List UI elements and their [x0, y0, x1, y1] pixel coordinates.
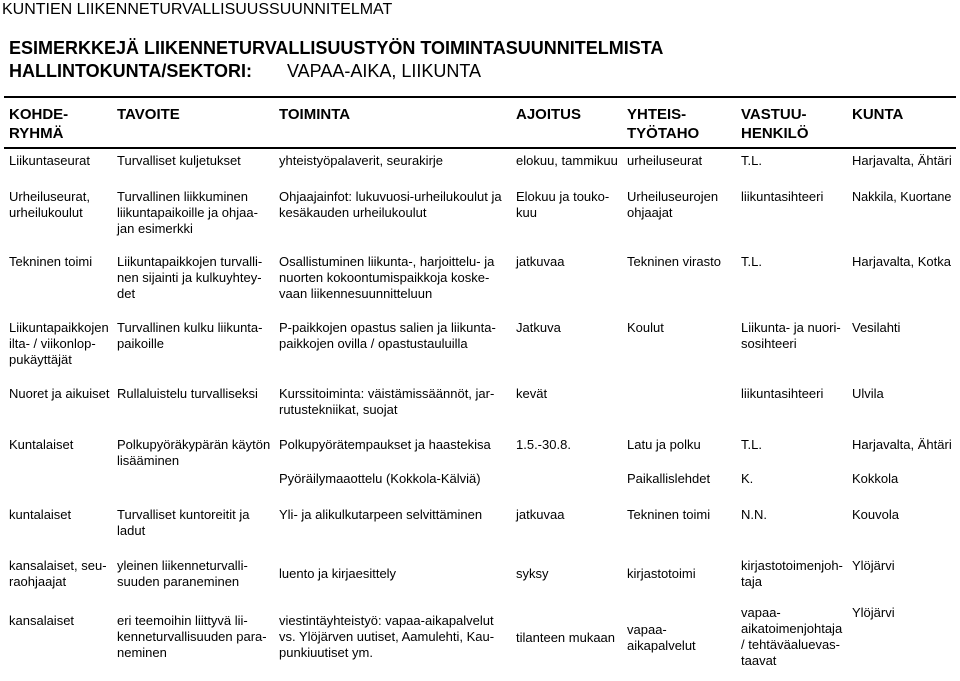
cell-kunta: Kouvola [852, 507, 899, 522]
cell-kohderyhma: Liikuntapaikkojen ilta- / viikonlop- pukäyttäjät [9, 320, 109, 367]
cell-ajoitus: Jatkuva [516, 320, 561, 335]
header-bottom-rule [4, 147, 956, 149]
cell-vastuuhenkilo: vapaa- aikatoimenjohtaja / tehtäväaluevas- taavat [741, 605, 843, 668]
cell-kunta: Kokkola [852, 471, 899, 486]
cell-kohderyhma: Kuntalaiset [9, 437, 74, 452]
cell-kunta: Ylöjärvi [852, 558, 895, 573]
cell-ajoitus: Elokuu ja touko- kuu [516, 189, 610, 220]
cell-ajoitus: jatkuvaa [516, 507, 565, 522]
cell-vastuuhenkilo: T.L. [741, 153, 762, 168]
cell-tavoite: Turvalliset kuntoreitit ja ladut [117, 507, 250, 538]
sector-label: HALLINTOKUNTA/SEKTORI: [9, 61, 252, 81]
cell-ajoitus: 1.5.-30.8. [516, 437, 571, 452]
cell-toiminta: P-paikkojen opastus salien ja liikunta- paikkojen ovilla / opastustauluilla [279, 320, 496, 351]
cell-kohderyhma: Liikuntaseurat [9, 153, 90, 168]
cell-vastuuhenkilo: liikuntasihteeri [741, 386, 824, 401]
cell-kunta: Ulvila [852, 386, 884, 401]
cell-kunta: Vesilahti [852, 320, 901, 335]
cell-kohderyhma: kansalaiset, seu- raohjaajat [9, 558, 107, 589]
cell-tavoite: Liikuntapaikkojen turvalli- nen sijainti ja kulkuyhtey- det [117, 254, 263, 301]
cell-ajoitus: jatkuvaa [516, 254, 565, 269]
cell-toiminta: viestintäyhteistyö: vapaa-aikapalvelut vs. Ylöjärven uutiset, Aamulehti, Kau- punkiuutiset ym. [279, 613, 495, 660]
cell-toiminta: Kurssitoiminta: väistämissäännöt, jar- rutustekniikat, suojat [279, 386, 495, 417]
cell-kohderyhma: kuntalaiset [9, 507, 72, 522]
cell-toiminta: Polkupyörätempaukset ja haastekisa [279, 437, 491, 452]
cell-yhteistyotaho: Latu ja polku [627, 437, 701, 452]
cell-kunta: Harjavalta, Ähtäri [852, 437, 952, 452]
cell-yhteistyotaho: Koulut [627, 320, 664, 335]
cell-yhteistyotaho: Paikallislehdet [627, 471, 711, 486]
column-header-ajoitus: AJOITUS [516, 106, 582, 123]
cell-vastuuhenkilo: Liikunta- ja nuori- sosihteeri [741, 320, 841, 351]
sector-value: VAPAA-AIKA, LIIKUNTA [287, 61, 482, 81]
cell-vastuuhenkilo: K. [741, 471, 754, 486]
cell-yhteistyotaho: urheiluseurat [627, 153, 703, 168]
cell-vastuuhenkilo: liikuntasihteeri [741, 189, 824, 204]
cell-toiminta: yhteistyöpalaverit, seurakirje [279, 153, 444, 168]
cell-vastuuhenkilo: T.L. [741, 437, 762, 452]
cell-kunta: Harjavalta, Kotka [852, 254, 951, 269]
document-top-title: KUNTIEN LIIKENNETURVALLISUUSSUUNNITELMAT [2, 1, 393, 18]
cell-vastuuhenkilo: N.N. [741, 507, 767, 522]
cell-ajoitus: kevät [516, 386, 548, 401]
cell-toiminta: Yli- ja alikulkutarpeen selvittäminen [279, 507, 483, 522]
cell-tavoite: Turvalliset kuljetukset [117, 153, 241, 168]
cell-toiminta: Pyöräilymaaottelu (Kokkola-Kälviä) [279, 471, 481, 486]
cell-tavoite: Turvallinen kulku liikunta- paikoille [117, 320, 263, 351]
column-header-kohderyhma: KOHDE- RYHMÄ [9, 106, 69, 142]
cell-tavoite: yleinen liikenneturvalli- suuden paraneminen [117, 558, 248, 589]
cell-tavoite: Rullaluistelu turvalliseksi [117, 386, 258, 401]
column-header-vastuuhenkilo: VASTUU- HENKILÖ [741, 106, 809, 142]
cell-kunta: Ylöjärvi [852, 605, 895, 620]
cell-yhteistyotaho: vapaa- aikapalvelut [627, 622, 696, 653]
column-header-kunta: KUNTA [852, 106, 904, 123]
cell-kohderyhma: kansalaiset [9, 613, 75, 628]
column-header-toiminta: TOIMINTA [279, 106, 351, 123]
cell-vastuuhenkilo: kirjastotoimenjoh- taja [741, 558, 843, 589]
cell-yhteistyotaho: Tekninen toimi [627, 507, 711, 522]
cell-ajoitus: syksy [516, 566, 549, 581]
cell-ajoitus: elokuu, tammikuu [516, 153, 618, 168]
cell-yhteistyotaho: Urheiluseurojen ohjaajat [627, 189, 719, 220]
cell-yhteistyotaho: Tekninen virasto [627, 254, 721, 269]
cell-kunta: Harjavalta, Ähtäri [852, 153, 952, 168]
cell-kohderyhma: Urheiluseurat, urheilukoulut [9, 189, 90, 220]
cell-kohderyhma: Nuoret ja aikuiset [9, 386, 110, 401]
cell-tavoite: Turvallinen liikkuminen liikuntapaikoille ja ohjaa- jan esimerkki [117, 189, 258, 236]
column-header-yhteistyotaho: YHTEIS- TYÖTAHO [627, 106, 700, 142]
cell-kunta: Nakkila, Kuortane [852, 190, 952, 204]
cell-ajoitus: tilanteen mukaan [516, 630, 616, 645]
cell-toiminta: Osallistuminen liikunta-, harjoittelu- ja nuorten kokoontumispaikkoja koske- vaan liikennesuunnitteluun [279, 254, 495, 301]
cell-vastuuhenkilo: T.L. [741, 254, 762, 269]
cell-tavoite: Polkupyöräkypärän käytön lisääminen [117, 437, 271, 468]
column-header-tavoite: TAVOITE [117, 106, 180, 123]
cell-yhteistyotaho: kirjastotoimi [627, 566, 696, 581]
cell-toiminta: Ohjaajainfot: lukuvuosi-urheilukoulut ja kesäkauden urheilukoulut [279, 189, 502, 220]
cell-tavoite: eri teemoihin liittyvä lii- kenneturvallisuuden para- neminen [117, 613, 267, 660]
cell-toiminta: luento ja kirjaesittely [279, 566, 397, 581]
cell-kohderyhma: Tekninen toimi [9, 254, 93, 269]
header-top-rule [4, 96, 956, 98]
main-title: ESIMERKKEJÄ LIIKENNETURVALLISUUSTYÖN TOIMINTASUUNNITELMISTA [9, 38, 664, 58]
